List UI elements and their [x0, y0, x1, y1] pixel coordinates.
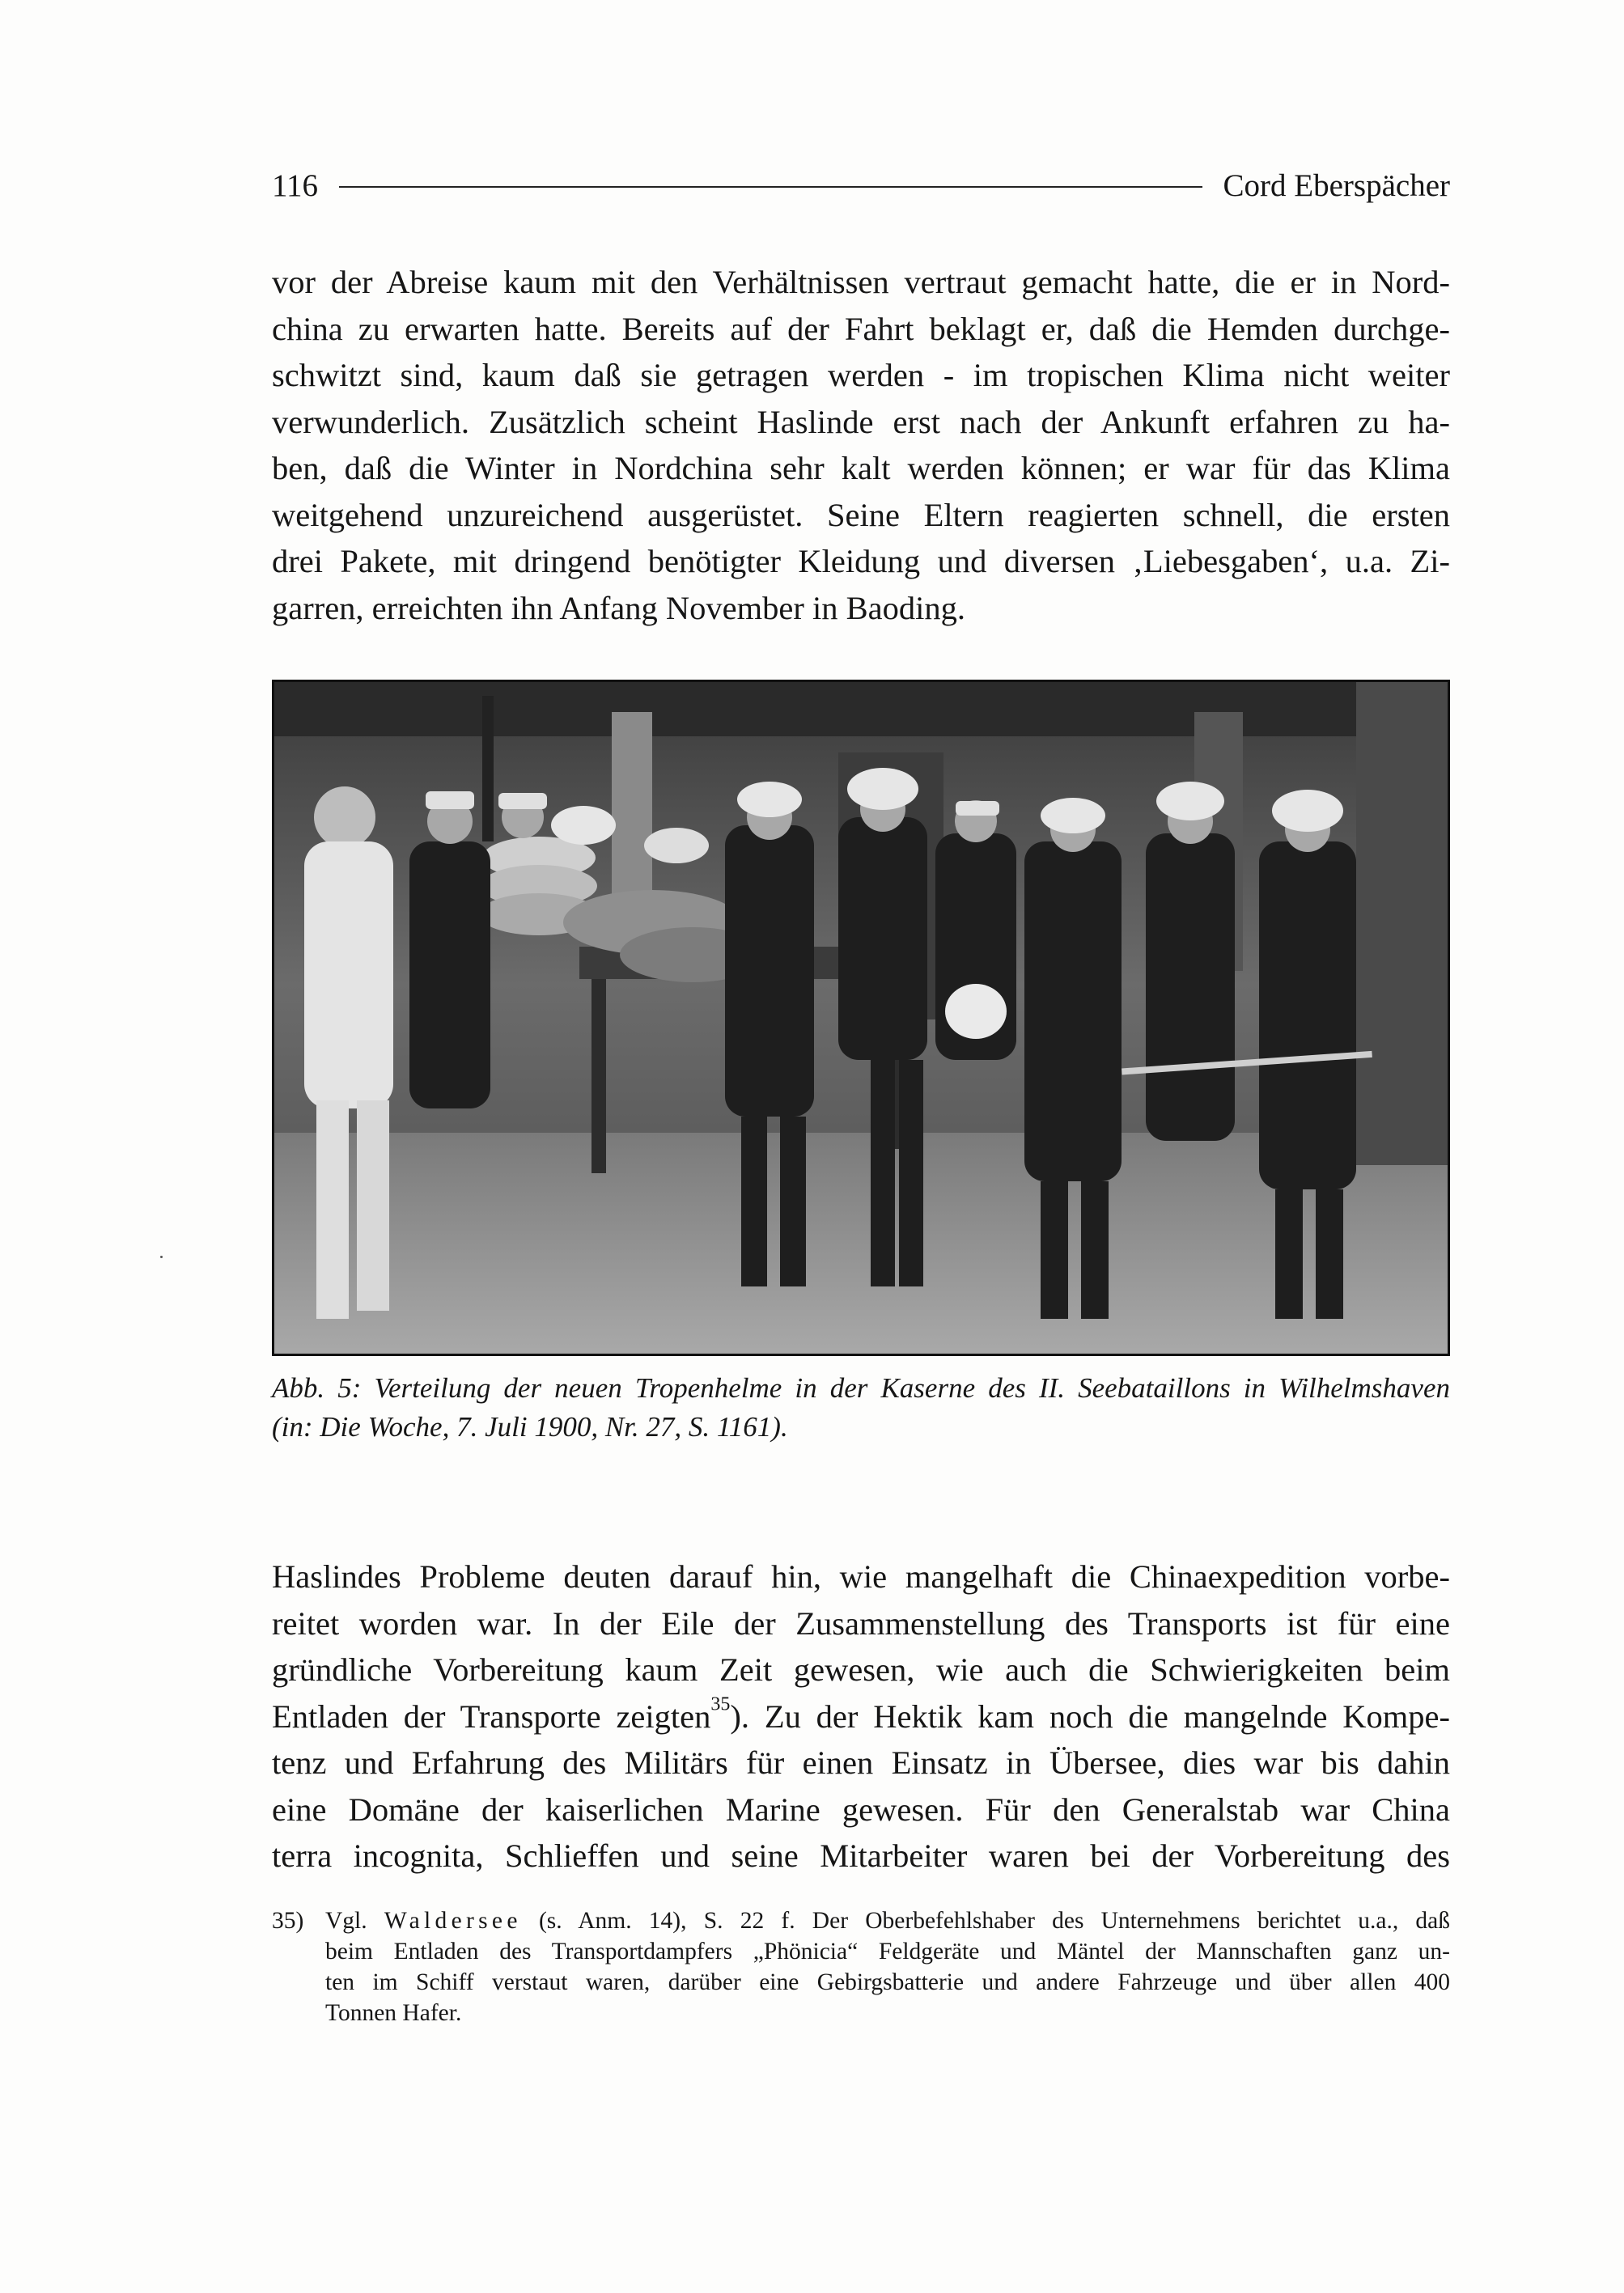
paragraph-2-line: Haslindes Probleme deuten darauf hin, wie mangelhaft die Chinaexpedition vorbe- — [272, 1558, 1450, 1595]
footnote-line: beim Entladen des Transportdampfers „Phönicia“ Feldgeräte und Mäntel der Mannschaften ganz un- — [325, 1939, 1450, 1965]
footnote-line: ten im Schiff verstaut waren, darüber eine Gebirgsbatterie und andere Fahrzeuge und über allen 400 — [325, 1969, 1450, 1995]
scan-speck — [160, 1256, 163, 1258]
paragraph-2-line: gründliche Vorbereitung kaum Zeit gewesen, wie auch die Schwierigkeiten beim — [272, 1651, 1450, 1688]
footnote-number: 35) — [272, 1908, 304, 1934]
paragraph-1-line: vor der Abreise kaum mit den Verhältnissen vertraut gemacht hatte, die er in Nord- — [272, 264, 1450, 300]
paragraph-1-line: china zu erwarten hatte. Bereits auf der Fahrt beklagt er, daß die Hemden durchge- — [272, 310, 1450, 347]
header-rule — [339, 186, 1202, 188]
paragraph-2-line: tenz und Erfahrung des Militärs für einen Einsatz in Übersee, dies war bis dahin — [272, 1744, 1450, 1781]
paragraph-2-line: reitet worden war. In der Eile der Zusammenstellung des Transports ist für eine — [272, 1604, 1450, 1642]
figure-photograph — [272, 680, 1450, 1356]
photograph-illustration — [272, 680, 1450, 1356]
paragraph-2-line: eine Domäne der kaiserlichen Marine gewesen. Für den Generalstab war China — [272, 1791, 1450, 1828]
footnote-line-1-rest: (s. Anm. 14), S. 22 f. Der Oberbefehlshaber des Unternehmens berichtet u.a., daß — [538, 1908, 1451, 1934]
running-head — [272, 165, 1450, 206]
caption-line: Abb. 5: Verteilung der neuen Tropenhelme in der Kaserne des II. Seebataillons in Wilhelmshaven — [272, 1372, 1450, 1404]
figure-caption — [272, 1369, 1450, 1447]
paragraph-1-line: verwunderlich. Zusätzlich scheint Haslinde erst nach der Ankunft erfahren zu ha- — [272, 403, 1450, 440]
paragraph-2-line: terra incognita, Schlieffen und seine Mitarbeiter waren bei der Vorbereitung des — [272, 1837, 1450, 1874]
footnote-line: Tonnen Hafer. — [325, 2000, 462, 2026]
paragraph-1-line: drei Pakete, mit dringend benötigter Kleidung und diversen ‚Liebesgaben‘, u.a. Zi- — [272, 543, 1450, 579]
paragraph-2 — [272, 1553, 1450, 1880]
paragraph-1 — [272, 259, 1450, 631]
footnote-reference: 35 — [710, 1693, 731, 1714]
page-number: 116 — [272, 167, 319, 203]
paragraph-2-line-4-text: Entladen der Transporte zeigten — [272, 1697, 711, 1735]
running-head-author: Cord Eberspächer — [1223, 167, 1450, 203]
paragraph-1-line: schwitzt sind, kaum daß sie getragen werden - im tropischen Klima nicht weiter — [272, 357, 1450, 393]
paragraph-2-line — [272, 1693, 1450, 1740]
paragraph-1-line: garren, erreichten ihn Anfang November in Baoding. — [272, 589, 965, 626]
footnote-author-name: Waldersee — [384, 1908, 522, 1934]
footnote-line — [325, 1905, 1450, 1936]
caption-line: (in: Die Woche, 7. Juli 1900, Nr. 27, S. 1161). — [272, 1411, 788, 1443]
paragraph-2-line-4-rest: ). Zu der Hektik kam noch die mangelnde Kompe- — [730, 1697, 1450, 1735]
paragraph-1-line: ben, daß die Winter in Nordchina sehr kalt werden können; er war für das Klima — [272, 450, 1450, 486]
footnote-35 — [272, 1905, 1450, 2028]
paragraph-1-line: weitgehend unzureichend ausgerüstet. Seine Eltern reagierten schnell, die ersten — [272, 496, 1450, 533]
footnote-body — [325, 1905, 1450, 2028]
footnote-prefix: Vgl. — [325, 1908, 367, 1934]
